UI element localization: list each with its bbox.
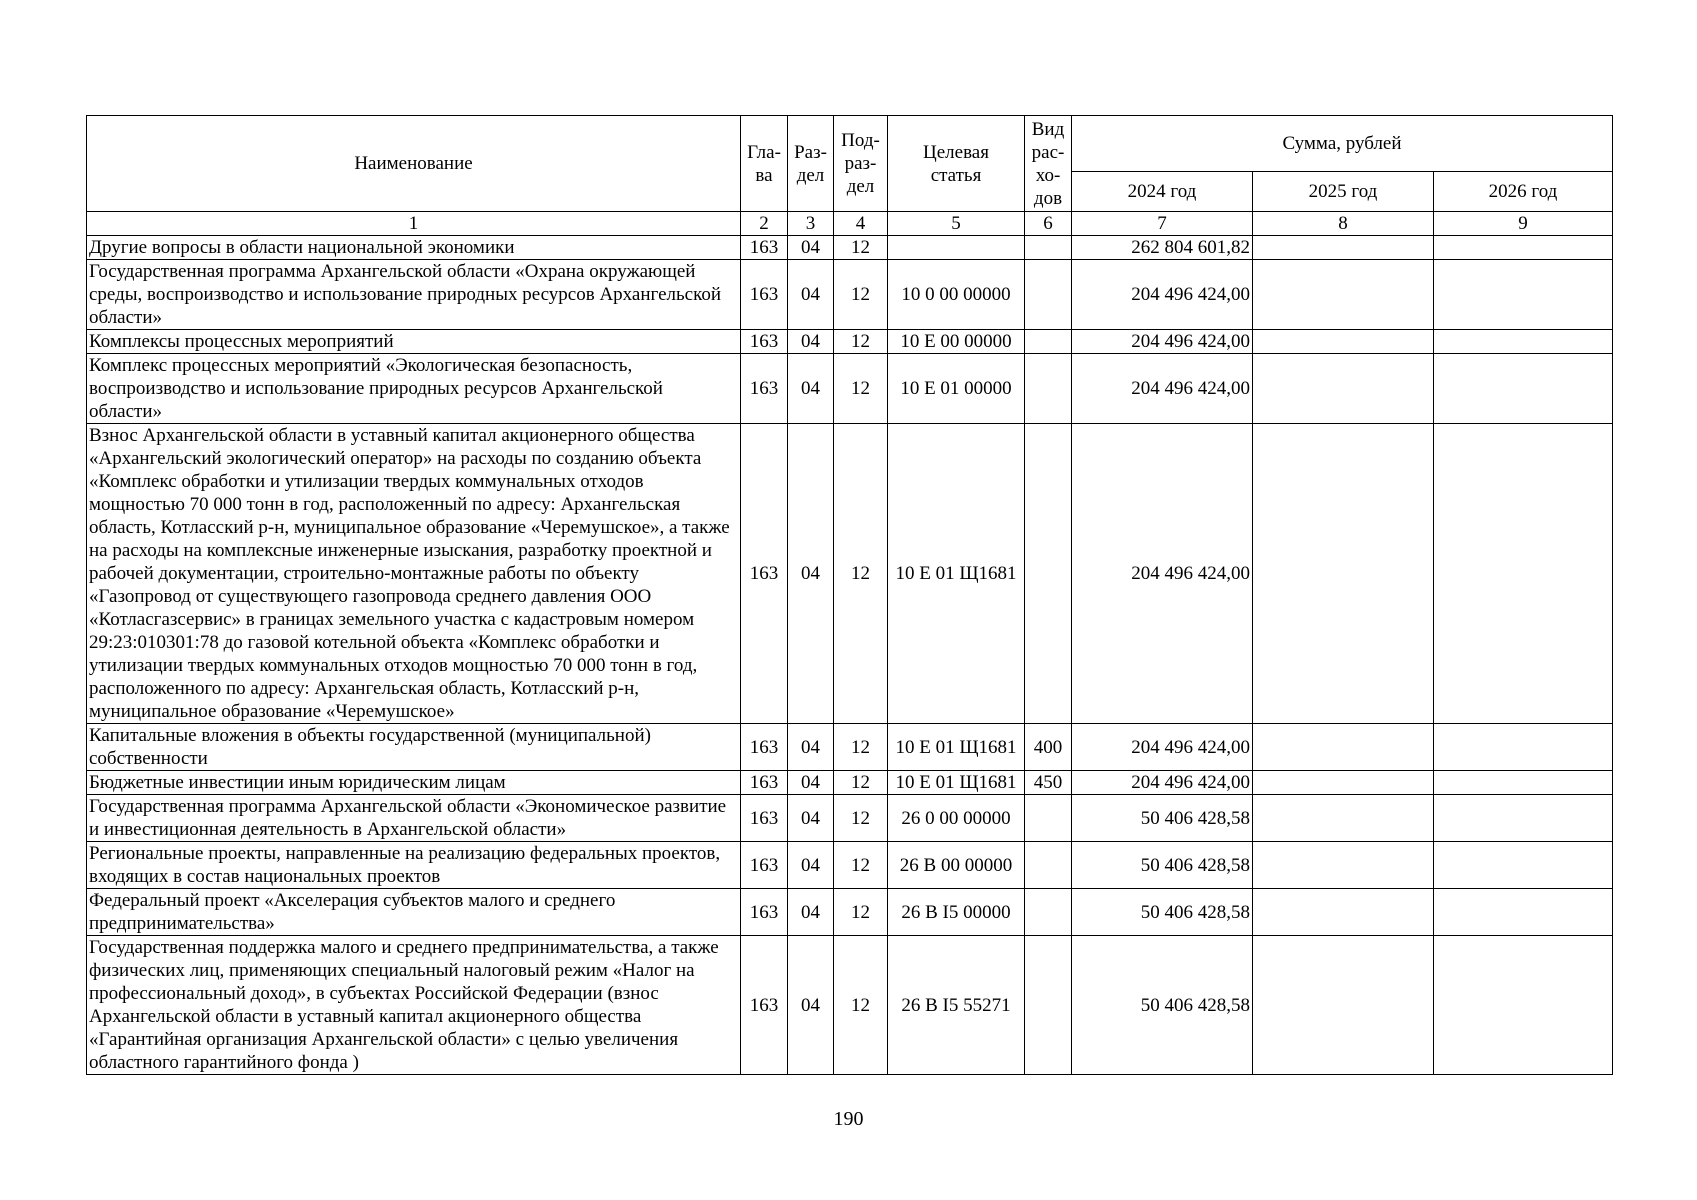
row-name: Комплексы процессных мероприятий: [87, 330, 741, 354]
row-name: Другие вопросы в области национальной экономики: [87, 236, 741, 260]
row-vid: [1025, 936, 1072, 1075]
row-sum-2026: [1434, 889, 1613, 936]
row-podrazdel: 12: [834, 795, 888, 842]
table-row: [87, 424, 1613, 724]
column-number-row: [87, 212, 1613, 236]
row-razdel: 04: [788, 424, 834, 724]
column-number: 9: [1434, 212, 1613, 236]
table-row: [87, 936, 1613, 1075]
row-sum-2025: [1253, 889, 1434, 936]
column-number: 8: [1253, 212, 1434, 236]
row-sum-2024: 50 406 428,58: [1072, 936, 1253, 1075]
row-podrazdel: 12: [834, 724, 888, 771]
table-row: [87, 842, 1613, 889]
row-sum-2024: 50 406 428,58: [1072, 795, 1253, 842]
row-sum-2026: [1434, 771, 1613, 795]
row-vid: [1025, 260, 1072, 330]
row-name: Федеральный проект «Акселерация субъектов малого и среднего предпринимательства»: [87, 889, 741, 936]
row-sum-2024: 204 496 424,00: [1072, 724, 1253, 771]
row-glava: 163: [741, 889, 788, 936]
page-number: 190: [833, 1108, 864, 1130]
row-razdel: 04: [788, 842, 834, 889]
row-celevaya: 10 Е 01 Щ1681: [888, 771, 1025, 795]
header-name: Наименование: [87, 116, 741, 212]
row-razdel: 04: [788, 236, 834, 260]
header-year-2024: 2024 год: [1072, 172, 1253, 212]
row-celevaya: 10 Е 01 00000: [888, 354, 1025, 424]
row-celevaya: 10 Е 01 Щ1681: [888, 424, 1025, 724]
header-razdel: Раз- дел: [788, 116, 834, 212]
row-razdel: 04: [788, 330, 834, 354]
row-sum-2024: 204 496 424,00: [1072, 260, 1253, 330]
row-sum-2024: 50 406 428,58: [1072, 889, 1253, 936]
table-row: [87, 260, 1613, 330]
row-celevaya: [888, 236, 1025, 260]
row-vid: [1025, 889, 1072, 936]
header-glava: Гла- ва: [741, 116, 788, 212]
row-podrazdel: 12: [834, 236, 888, 260]
row-podrazdel: 12: [834, 330, 888, 354]
row-sum-2026: [1434, 354, 1613, 424]
column-number: 7: [1072, 212, 1253, 236]
row-podrazdel: 12: [834, 889, 888, 936]
row-name: Государственная поддержка малого и среднего предпринимательства, а также физических лиц, применяющих специальный налоговый режим «Налог на профессиональный доход», в субъектах Российской Федерации (взнос Архангельской области в уставный капитал акционерного общества «Гарантийная организация Архангельской области» с целью увеличения областного гарантийного фонда ): [87, 936, 741, 1075]
row-podrazdel: 12: [834, 424, 888, 724]
row-sum-2026: [1434, 236, 1613, 260]
row-sum-2024: 204 496 424,00: [1072, 424, 1253, 724]
row-vid: [1025, 424, 1072, 724]
row-sum-2025: [1253, 236, 1434, 260]
row-sum-2026: [1434, 330, 1613, 354]
row-razdel: 04: [788, 936, 834, 1075]
row-sum-2025: [1253, 936, 1434, 1075]
column-number: 4: [834, 212, 888, 236]
row-celevaya: 10 Е 01 Щ1681: [888, 724, 1025, 771]
row-glava: 163: [741, 724, 788, 771]
row-name: Региональные проекты, направленные на реализацию федеральных проектов, входящих в состав национальных проектов: [87, 842, 741, 889]
row-sum-2025: [1253, 795, 1434, 842]
column-number: 6: [1025, 212, 1072, 236]
header-podrazdel: Под- раз- дел: [834, 116, 888, 212]
row-sum-2026: [1434, 424, 1613, 724]
row-vid: [1025, 354, 1072, 424]
row-sum-2024: 204 496 424,00: [1072, 330, 1253, 354]
row-glava: 163: [741, 330, 788, 354]
row-sum-2025: [1253, 771, 1434, 795]
header-year-2025: 2025 год: [1253, 172, 1434, 212]
row-sum-2026: [1434, 936, 1613, 1075]
row-name: Комплекс процессных мероприятий «Экологическая безопасность, воспроизводство и использование природных ресурсов Архангельской области»: [87, 354, 741, 424]
row-sum-2025: [1253, 424, 1434, 724]
row-razdel: 04: [788, 889, 834, 936]
row-celevaya: 10 Е 00 00000: [888, 330, 1025, 354]
row-celevaya: 26 В I5 00000: [888, 889, 1025, 936]
row-sum-2025: [1253, 842, 1434, 889]
row-podrazdel: 12: [834, 260, 888, 330]
column-number: 1: [87, 212, 741, 236]
row-sum-2026: [1434, 260, 1613, 330]
table-row: [87, 771, 1613, 795]
row-razdel: 04: [788, 771, 834, 795]
row-vid: [1025, 330, 1072, 354]
budget-table: [86, 115, 1613, 1075]
column-number: 2: [741, 212, 788, 236]
row-glava: 163: [741, 795, 788, 842]
row-razdel: 04: [788, 795, 834, 842]
row-glava: 163: [741, 260, 788, 330]
row-glava: 163: [741, 354, 788, 424]
row-razdel: 04: [788, 724, 834, 771]
row-sum-2026: [1434, 842, 1613, 889]
row-vid: 400: [1025, 724, 1072, 771]
column-number: 3: [788, 212, 834, 236]
table-row: [87, 724, 1613, 771]
row-sum-2024: 204 496 424,00: [1072, 771, 1253, 795]
row-celevaya: 26 В I5 55271: [888, 936, 1025, 1075]
row-sum-2024: 50 406 428,58: [1072, 842, 1253, 889]
row-razdel: 04: [788, 260, 834, 330]
row-sum-2024: 204 496 424,00: [1072, 354, 1253, 424]
header-celevaya: Целевая статья: [888, 116, 1025, 212]
row-celevaya: 10 0 00 00000: [888, 260, 1025, 330]
row-sum-2024: 262 804 601,82: [1072, 236, 1253, 260]
column-number: 5: [888, 212, 1025, 236]
row-podrazdel: 12: [834, 354, 888, 424]
row-glava: 163: [741, 771, 788, 795]
header-year-2026: 2026 год: [1434, 172, 1613, 212]
table-row: [87, 795, 1613, 842]
row-razdel: 04: [788, 354, 834, 424]
header-summa: Сумма, рублей: [1072, 116, 1613, 172]
row-vid: 450: [1025, 771, 1072, 795]
row-name: Взнос Архангельской области в уставный капитал акционерного общества «Архангельский экологический оператор» на расходы по созданию объекта «Комплекс обработки и утилизации твердых коммунальных отходов мощностью 70 000 тонн в год, расположенный по адресу: Архангельская область, Котласский р-н, муниципальное образование «Черемушское», а также на расходы на комплексные инженерные изыскания, разработку проектной и рабочей документации, строительно-монтажные работы по объекту «Газопровод от существующего газопровода среднего давления ООО «Котласгазсервис» в границах земельного участка с кадастровым номером 29:23:010301:78 до газовой котельной объекта «Комплекс обработки и утилизации твердых коммунальных отходов мощностью 70 000 тонн в год, расположенного по адресу: Архангельская область, Котласский р-н, муниципальное образование «Черемушское»: [87, 424, 741, 724]
table-row: [87, 236, 1613, 260]
row-podrazdel: 12: [834, 842, 888, 889]
row-podrazdel: 12: [834, 771, 888, 795]
row-sum-2025: [1253, 330, 1434, 354]
table-row: [87, 354, 1613, 424]
row-glava: 163: [741, 236, 788, 260]
row-sum-2025: [1253, 354, 1434, 424]
row-sum-2026: [1434, 795, 1613, 842]
row-podrazdel: 12: [834, 936, 888, 1075]
header-vid: Вид рас- хо- дов: [1025, 116, 1072, 212]
row-vid: [1025, 236, 1072, 260]
row-glava: 163: [741, 842, 788, 889]
row-name: Капитальные вложения в объекты государственной (муниципальной) собственности: [87, 724, 741, 771]
row-glava: 163: [741, 424, 788, 724]
row-glava: 163: [741, 936, 788, 1075]
row-vid: [1025, 795, 1072, 842]
row-celevaya: 26 0 00 00000: [888, 795, 1025, 842]
row-sum-2025: [1253, 724, 1434, 771]
row-sum-2026: [1434, 724, 1613, 771]
row-name: Государственная программа Архангельской области «Охрана окружающей среды, воспроизводство и использование природных ресурсов Архангельской области»: [87, 260, 741, 330]
table-row: [87, 889, 1613, 936]
table-row: [87, 330, 1613, 354]
row-vid: [1025, 842, 1072, 889]
row-sum-2025: [1253, 260, 1434, 330]
row-celevaya: 26 В 00 00000: [888, 842, 1025, 889]
row-name: Государственная программа Архангельской области «Экономическое развитие и инвестиционная деятельность в Архангельской области»: [87, 795, 741, 842]
row-name: Бюджетные инвестиции иным юридическим лицам: [87, 771, 741, 795]
